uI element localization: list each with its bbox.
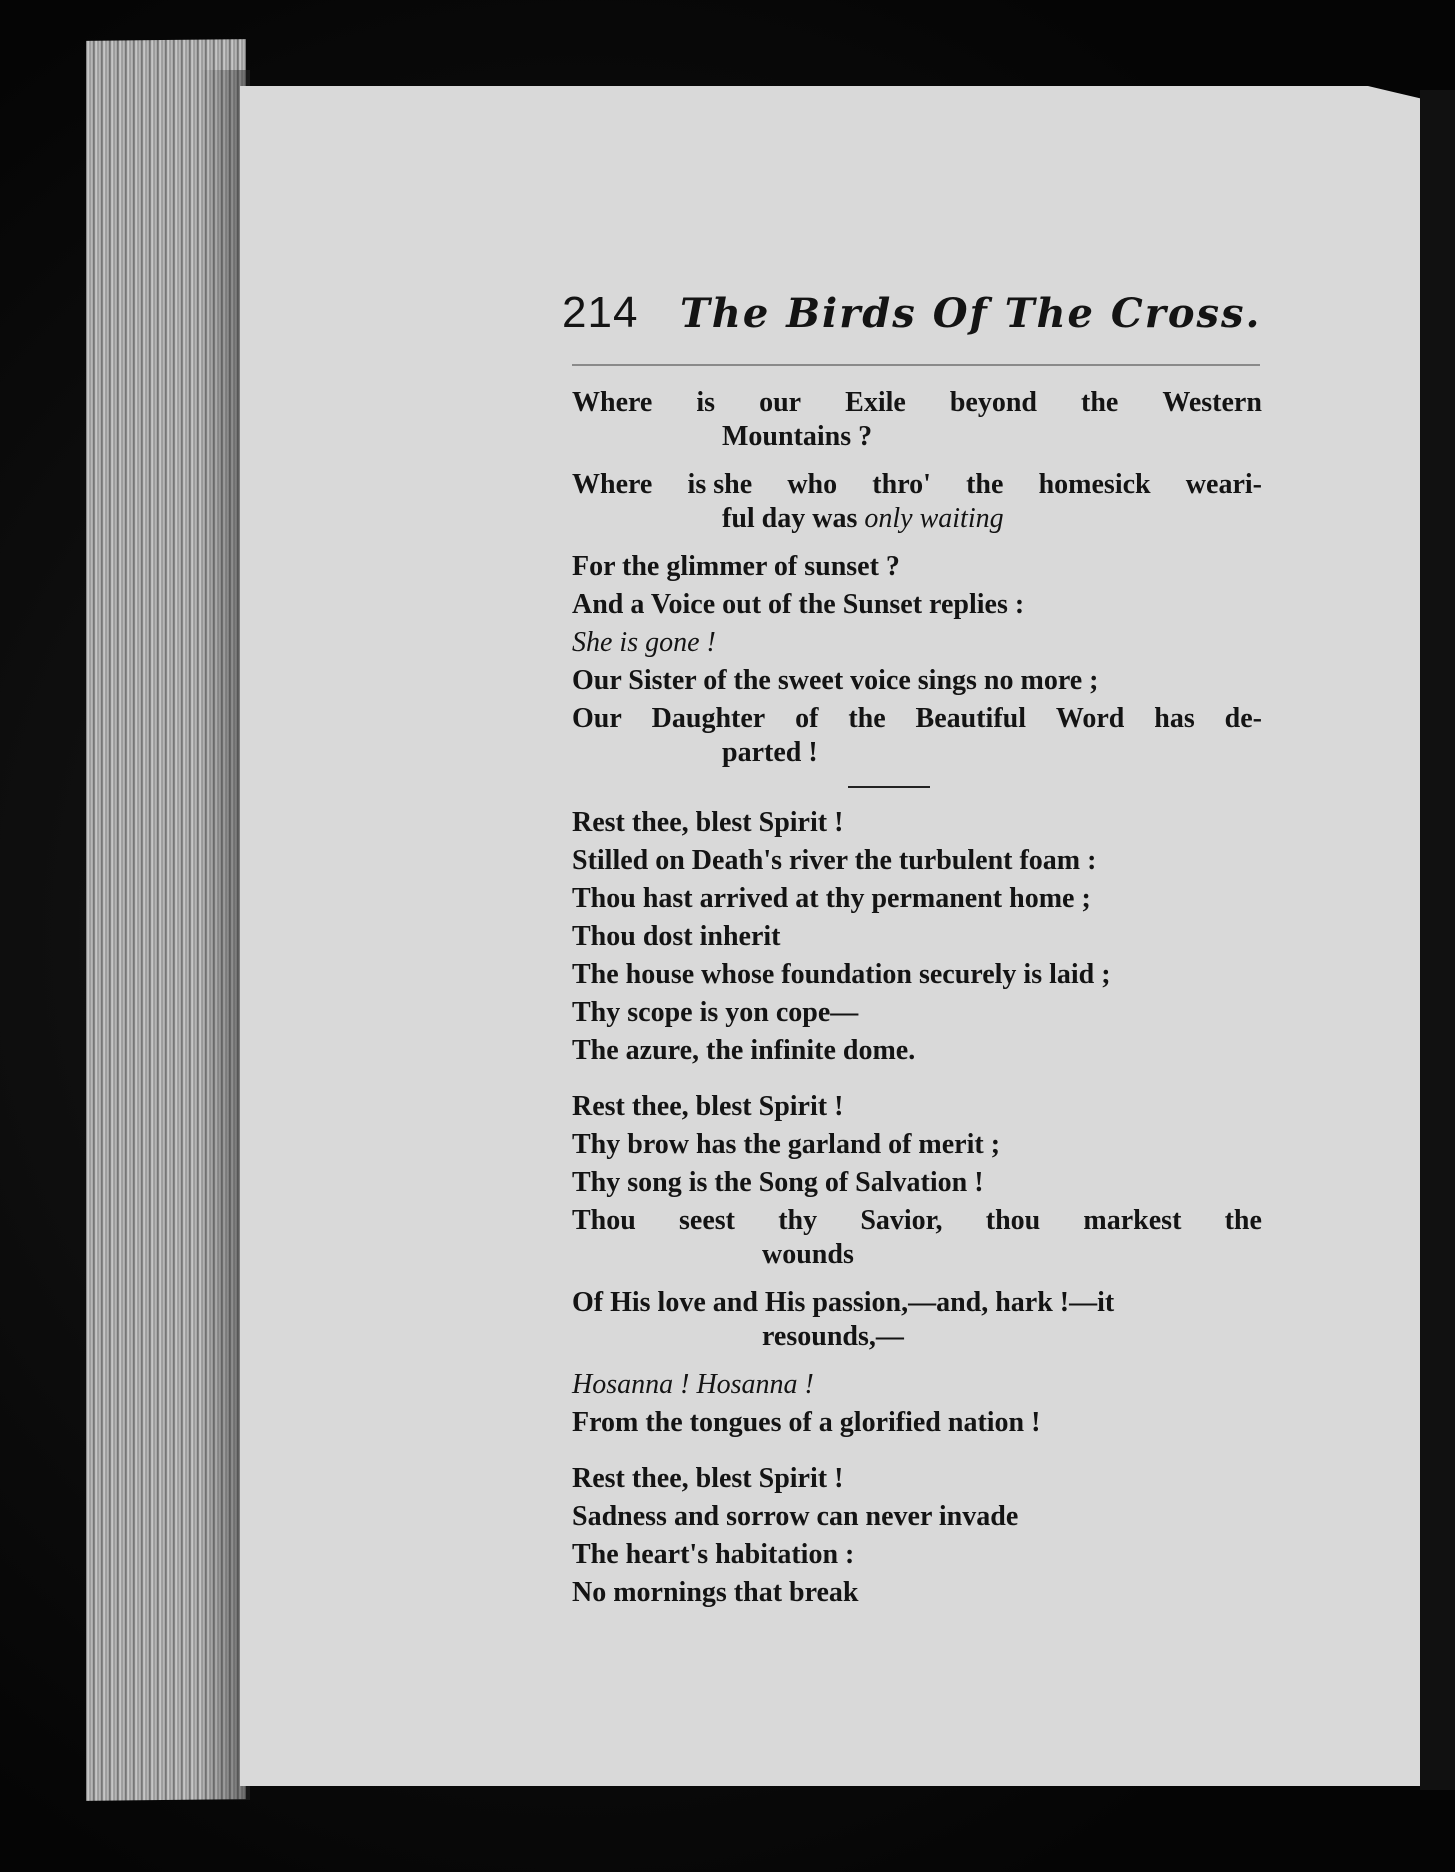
word: Western (1162, 387, 1262, 418)
word: the (1224, 1205, 1262, 1236)
poem-line: Rest thee, blest Spirit ! (572, 1463, 844, 1494)
poem-line: Our Sister of the sweet voice sings no more ; (572, 665, 1099, 696)
poem-line: For the glimmer of sunset ? (572, 551, 900, 582)
poem-line (572, 386, 1262, 420)
word: the (848, 703, 886, 734)
word: the (1081, 387, 1119, 418)
poem-line: The house whose foundation securely is laid ; (572, 959, 1111, 990)
stanza-1 (572, 386, 1282, 770)
word: thou (985, 1205, 1041, 1236)
poem-line: Hosanna ! Hosanna ! (572, 1369, 814, 1400)
poem-line-continuation: Mountains ? (722, 421, 873, 452)
header-rule (572, 364, 1260, 366)
plain-text: ful day was (722, 503, 865, 534)
stanza-3 (572, 1090, 1282, 1440)
word: weari- (1185, 469, 1262, 500)
word: Where (572, 387, 653, 418)
word: beyond (949, 387, 1037, 418)
word: Exile (845, 387, 906, 418)
poem-text (572, 386, 1282, 1610)
section-divider (848, 786, 930, 788)
word: Word (1055, 703, 1125, 734)
poem-line (572, 702, 1262, 736)
word: has (1154, 703, 1195, 734)
page-header (562, 288, 1262, 348)
poem-line (572, 1204, 1262, 1238)
poem-line-continuation: wounds (762, 1239, 854, 1270)
poem-line: Of His love and His passion,—and, hark !—it (572, 1287, 1115, 1318)
poem-line: Thou dost inherit (572, 921, 781, 952)
poem-line: From the tongues of a glorified nation ! (572, 1407, 1041, 1438)
poem-line: Stilled on Death's river the turbulent foam : (572, 845, 1097, 876)
page-right-edge (1420, 90, 1455, 1790)
word: homesick (1038, 469, 1151, 500)
word: Our (572, 703, 622, 734)
word: Beautiful (915, 703, 1027, 734)
poem-line-continuation (572, 502, 1282, 536)
word: of (795, 703, 819, 734)
word: thy (778, 1205, 818, 1236)
stanza-2 (572, 806, 1282, 1068)
poem-line (572, 468, 1262, 502)
word: who (787, 469, 838, 500)
word: is (696, 387, 716, 418)
poem-line: Thou hast arrived at thy permanent home ; (572, 883, 1091, 914)
poem-line: She is gone ! (572, 627, 716, 658)
running-title: The Birds Of The Cross. (680, 290, 1262, 337)
poem-line: Sadness and sorrow can never invade (572, 1501, 1019, 1532)
poem-line: No mornings that break (572, 1577, 859, 1608)
page-number: 214 (562, 288, 639, 337)
poem-line: Rest thee, blest Spirit ! (572, 1091, 844, 1122)
poem-line: Rest thee, blest Spirit ! (572, 807, 844, 838)
poem-line: Thy song is the Song of Salvation ! (572, 1167, 984, 1198)
word: de- (1224, 703, 1262, 734)
stanza-4 (572, 1462, 1282, 1610)
word: Where (572, 469, 653, 500)
word: the (966, 469, 1004, 500)
poem-line: The azure, the infinite dome. (572, 1035, 916, 1066)
word: our (759, 387, 802, 418)
poem-line: The heart's habitation : (572, 1539, 855, 1570)
poem-line-continuation: parted ! (722, 737, 818, 768)
word: Daughter (651, 703, 766, 734)
poem-line-continuation: resounds,— (762, 1321, 904, 1352)
word: is she (687, 469, 753, 500)
word: markest (1083, 1205, 1182, 1236)
poem-line: Thy brow has the garland of merit ; (572, 1129, 1001, 1160)
word: Thou (572, 1205, 636, 1236)
italic-text: only waiting (864, 503, 1004, 534)
word: thro' (872, 469, 931, 500)
word: seest (679, 1205, 736, 1236)
poem-line: Thy scope is yon cope— (572, 997, 859, 1028)
poem-line: And a Voice out of the Sunset replies : (572, 589, 1025, 620)
word: Savior, (860, 1205, 943, 1236)
